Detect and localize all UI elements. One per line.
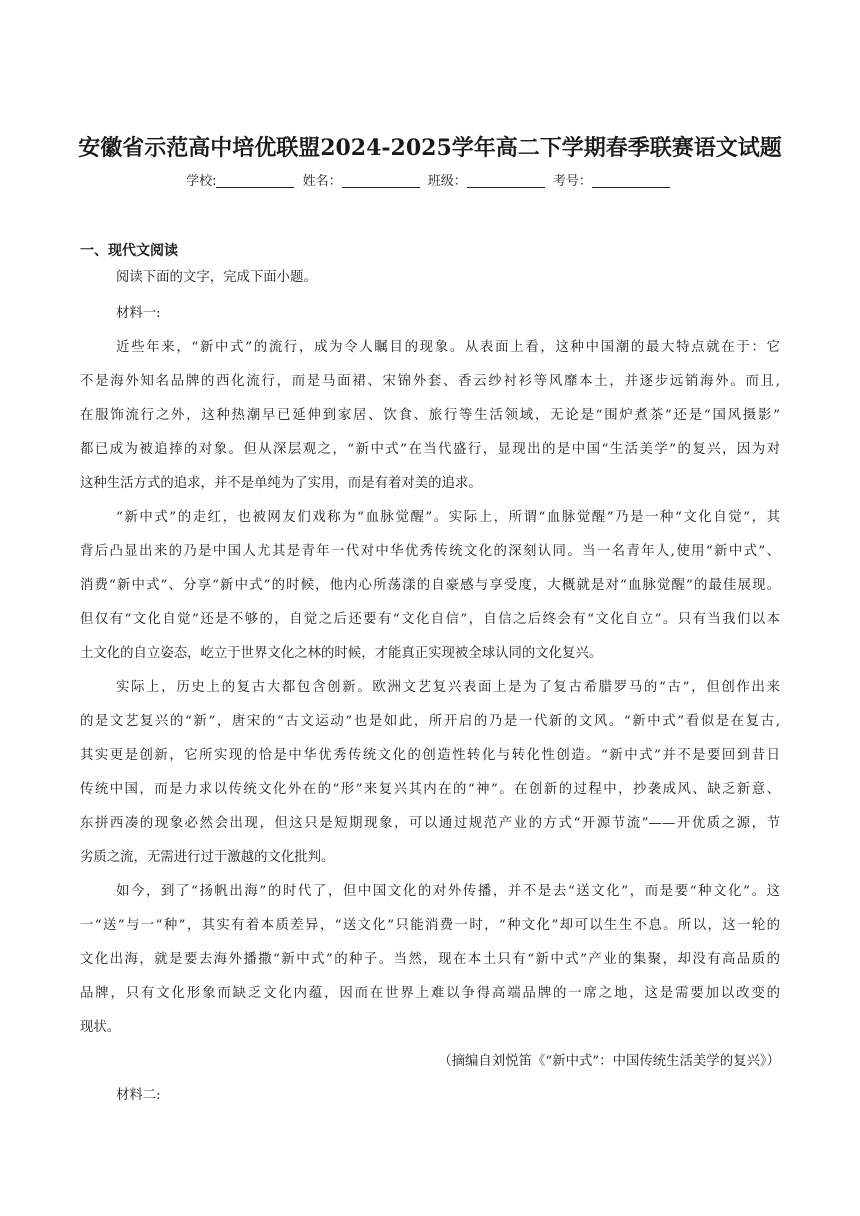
paragraph-line: “新中式”的走红，也被网友们戏称为“血脉觉醒”。实际上，所谓“血脉觉醒”乃是一种“文化自觉”，其 bbox=[116, 510, 780, 525]
paragraph-line: 其实更是创新，它所实现的恰是中华优秀传统文化的创造性转化与转化性创造。“新中式”并不是要回到昔日 bbox=[80, 748, 780, 763]
material-two-label: 材料二: bbox=[116, 1088, 161, 1103]
material-one-label: 材料一: bbox=[116, 306, 161, 321]
paragraph-line: 但仅有“文化自觉”还是不够的，自觉之后还要有“文化自信”，自信之后终会有“文化自立”。只有当我们以本 bbox=[80, 612, 780, 627]
paragraph-line: 劣质之流，无需进行过于激越的文化批判。 bbox=[80, 850, 335, 865]
exam-number-blank bbox=[592, 173, 670, 188]
school-label: 学校: bbox=[186, 174, 217, 189]
paragraph-line: 都已成为被追捧的对象。但从深层观之，“新中式”在当代盛行，显现出的是中国“生活美学”的复兴，因为对 bbox=[80, 442, 780, 457]
source-citation: （摘编自刘悦笛《“新中式”：中国传统生活美学的复兴》） bbox=[438, 1054, 780, 1069]
paragraph-line: 消费“新中式”、分享“新中式”的时候，他内心所荡漾的自豪感与享受度，大概就是对“血脉觉醒”的最佳展现。 bbox=[80, 578, 780, 593]
class-label: 班级： bbox=[427, 174, 467, 189]
paragraph-line: 现状。 bbox=[80, 1020, 121, 1035]
exam-number-label: 考号： bbox=[552, 174, 592, 189]
paragraph-line: 传统中国，而是力求以传统文化外在的“形”来复兴其内在的“神”。在创新的过程中，抄袭成风、缺乏新意、 bbox=[80, 782, 780, 797]
school-blank bbox=[216, 173, 294, 188]
name-label: 姓名： bbox=[302, 174, 342, 189]
page-title: 安徽省示范高中培优联盟2024-2025学年高二下学期春季联赛语文试题 bbox=[78, 135, 782, 161]
paragraph-line: 近些年来，“新中式”的流行，成为令人瞩目的现象。从表面上看，这种中国潮的最大特点就在于：它 bbox=[116, 340, 780, 355]
instruction-text: 阅读下面的文字，完成下面小题。 bbox=[116, 270, 317, 285]
paragraph-line: 土文化的自立姿态，屹立于世界文化之林的时候，才能真正实现被全球认同的文化复兴。 bbox=[80, 646, 603, 661]
paragraph-line: 如今，到了“扬帆出海”的时代了，但中国文化的对外传播，并不是去“送文化”，而是要“种文化”。这 bbox=[116, 884, 780, 899]
name-blank bbox=[342, 173, 420, 188]
paragraph-line: 背后凸显出来的乃是中国人尤其是青年一代对中华优秀传统文化的深刻认同。当一名青年人,使用“新中式”、 bbox=[80, 544, 780, 559]
student-info-row bbox=[0, 172, 860, 192]
paragraph-line: 这种生活方式的追求，并不是单纯为了实用，而是有着对美的追求。 bbox=[80, 476, 482, 491]
paragraph-line: 一“送”与一“种”，其实有着本质差异，“送文化”只能消费一时，“种文化”却可以生生不息。所以，这一轮的 bbox=[80, 918, 780, 933]
paragraph-line: 文化出海，就是要去海外播撒“新中式”的种子。当然，现在本土只有“新中式”产业的集聚，却没有高品质的 bbox=[80, 952, 780, 967]
paragraph-line: 在服饰流行之外，这种热潮早已延伸到家居、饮食、旅行等生活领域，无论是“围炉煮茶”还是“国风摄影” bbox=[80, 408, 780, 423]
class-blank bbox=[467, 173, 545, 188]
paragraph-line: 的是文艺复兴的“新”，唐宋的“古文运动”也是如此，所开启的乃是一代新的文风。“新中式”看似是在复古, bbox=[80, 714, 780, 729]
paragraph-line: 东拼西凑的现象必然会出现，但这只是短期现象，可以通过规范产业的方式“开源节流”——开优质之源，节 bbox=[80, 816, 780, 831]
paragraph-line: 实际上，历史上的复古大都包含创新。欧洲文艺复兴表面上是为了复古希腊罗马的“古”，但创作出来 bbox=[116, 680, 780, 695]
section-title: 一、现代文阅读 bbox=[80, 243, 178, 259]
paragraph-line: 品牌，只有文化形象而缺乏文化内蕴，因而在世界上难以争得高端品牌的一席之地，这是需要加以改变的 bbox=[80, 986, 780, 1001]
paragraph-line: 不是海外知名品牌的西化流行，而是马面裙、宋锦外套、香云纱衬衫等风靡本土，并逐步远销海外。而且, bbox=[80, 374, 780, 389]
